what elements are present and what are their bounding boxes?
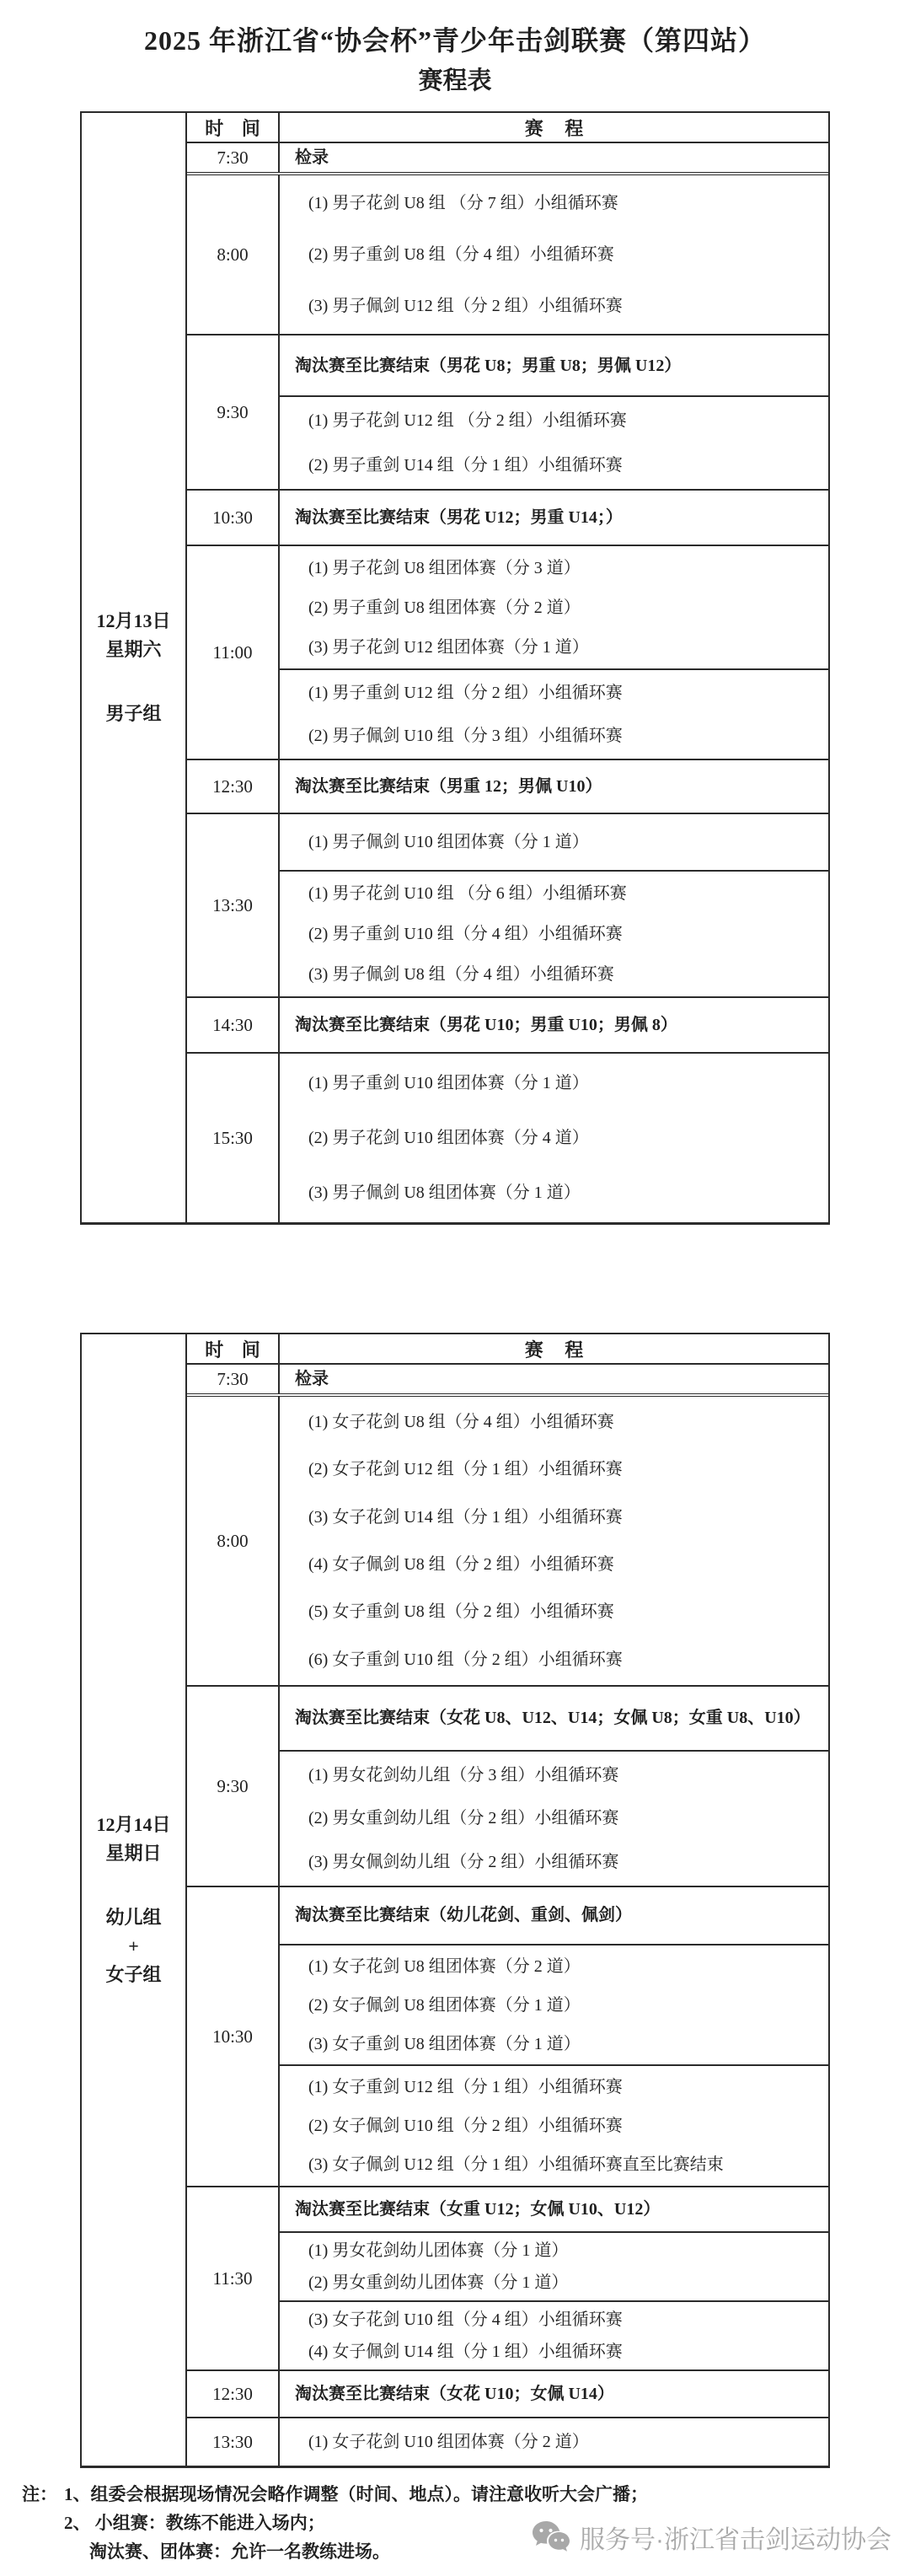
table-row [187,489,828,545]
events-block [280,1397,828,1685]
event-item: (4) 女子佩剑 U8 组（分 2 组）小组循环赛 [308,1555,614,1575]
schedule-cell [280,760,828,813]
event-item: (1) 男子重剑 U12 组（分 2 组）小组循环赛 [308,684,623,703]
events-block [280,870,828,996]
schedule-column-header: 赛 程 [524,1339,592,1360]
page-title: 2025 年浙江省“协会杯”青少年击剑联赛（第四站） [143,25,766,56]
event-item: (5) 女子重剑 U8 组（分 2 组）小组循环赛 [308,1602,614,1622]
schedule-table-dec13 [80,111,830,1225]
schedule-table-dec14 [80,1333,830,2468]
schedule-cell [280,491,828,545]
table-row [187,1685,828,1886]
event-item: (2) 男子佩剑 U10 组（分 3 组）小组循环赛 [308,726,623,745]
time-cell: 9:30 [187,335,280,489]
events-block [280,2300,828,2369]
knockout-note: 淘汰赛至比赛结束（男重 12；男佩 U10） [295,777,602,796]
watermark-label: 服务号·浙江省击剑运动协会 [580,2526,891,2554]
time-cell: 9:30 [187,1687,280,1886]
time-cell: 11:30 [187,2187,280,2369]
day-label: 12月13日 [96,610,171,631]
time-column-header: 时 间 [187,113,280,142]
event-item: (1) 男子花剑 U8 组 （分 7 组）小组循环赛 [308,193,618,212]
schedule-cell [280,1397,828,1685]
event-item: (1) 女子花剑 U8 组团体赛（分 2 道） [308,1956,581,1976]
day-cell [82,113,187,1222]
knockout-block [280,1365,828,1393]
event-item: (1) 男子花剑 U12 组 （分 2 组）小组循环赛 [308,411,627,431]
event-item: (6) 女子重剑 U10 组（分 2 组）小组循环赛 [308,1650,623,1669]
knockout-note: 检录 [295,148,329,167]
knockout-block [280,2371,828,2417]
day-cell [82,1334,187,2466]
event-item: (2) 男女重剑幼儿组（分 2 组）小组循环赛 [308,1809,619,1828]
table-row [187,334,828,489]
time-cell: 11:00 [187,546,280,759]
events-block [280,1054,828,1222]
table-row [187,2186,828,2369]
event-item: (3) 女子花剑 U10 组（分 4 组）小组循环赛 [308,2310,623,2330]
event-item: (2) 女子佩剑 U10 组（分 2 组）小组循环赛 [308,2117,623,2136]
knockout-block [280,760,828,813]
note-line-1-text: 1、组委会根据现场情况会略作调整（时间、地点）。请注意收听大会广播； [64,2484,648,2504]
event-item: (4) 女子佩剑 U14 组（分 1 组）小组循环赛 [308,2343,623,2362]
event-item: (2) 女子佩剑 U8 组团体赛（分 1 道） [308,1995,581,2015]
note-line-2: 2、 小组赛：教练不能进入场内； [64,2513,325,2533]
schedule-cell [280,1687,828,1886]
events-block [280,1750,828,1886]
notes-prefix: 注： [22,2484,57,2504]
group-label: 女子组 [105,1964,162,1985]
table-row [187,2369,828,2417]
knockout-note: 检录 [295,1370,329,1388]
time-cell: 12:30 [187,760,280,813]
knockout-note: 淘汰赛至比赛结束（女花 U8、U12、U14；女佩 U8；女重 U8、U10） [295,1709,811,1728]
knockout-note: 淘汰赛至比赛结束（幼儿花剑、重剑、佩剑） [295,1906,632,1925]
schedule-cell [280,2418,828,2466]
event-item: (1) 男子花剑 U10 组 （分 6 组）小组循环赛 [308,883,627,903]
schedule-column-header: 赛 程 [524,117,592,139]
group-label: 男子组 [105,703,162,724]
event-item: (1) 女子重剑 U12 组（分 1 组）小组循环赛 [308,2078,623,2097]
event-item: (2) 男女重剑幼儿团体赛（分 1 道） [308,2273,569,2293]
table-row [187,545,828,759]
day-label: 星期六 [105,639,162,660]
schedule-cell [280,814,828,996]
event-item: (3) 男子佩剑 U8 组团体赛（分 1 道） [308,1183,581,1203]
group-label: 幼儿组 [105,1907,162,1928]
event-item: (1) 男子重剑 U10 组团体赛（分 1 道） [308,1073,589,1092]
knockout-note: 淘汰赛至比赛结束（男花 U8；男重 U8；男佩 U12） [295,356,682,375]
events-block [280,2064,828,2186]
table-row [187,1052,828,1222]
event-item: (3) 女子花剑 U14 组（分 1 组）小组循环赛 [308,1507,623,1527]
schedule-cell [280,998,828,1052]
event-item: (2) 男子重剑 U8 组团体赛（分 2 道） [308,598,581,617]
time-cell: 8:00 [187,175,280,334]
watermark [531,2519,891,2556]
events-block [280,1944,828,2065]
event-item: (1) 男女花剑幼儿组（分 3 组）小组循环赛 [308,1765,619,1784]
event-item: (1) 女子花剑 U10 组团体赛（分 2 道） [308,2433,589,2451]
event-item: (2) 男子重剑 U14 组（分 1 组）小组循环赛 [308,455,623,475]
table-header-row [187,1334,828,1365]
time-cell: 12:30 [187,2371,280,2417]
event-item: (3) 女子佩剑 U12 组（分 1 组）小组循环赛直至比赛结束 [308,2155,724,2175]
knockout-block [280,143,828,172]
schedule-cell [280,2187,828,2369]
events-block [280,175,828,334]
event-item: (3) 男子佩剑 U8 组（分 4 组）小组循环赛 [308,964,614,984]
schedule-cell [280,335,828,489]
time-column-header: 时 间 [187,1334,280,1363]
knockout-block [280,998,828,1052]
table-main [187,113,828,1222]
day-label: 星期日 [105,1843,162,1864]
time-cell: 10:30 [187,491,280,545]
knockout-block [280,1887,828,1944]
event-item: (3) 男子花剑 U12 组团体赛（分 1 道） [308,637,589,657]
schedule-cell [280,175,828,334]
time-cell: 13:30 [187,2418,280,2466]
event-item: (2) 女子花剑 U12 组（分 1 组）小组循环赛 [308,1460,623,1479]
table-row [187,813,828,996]
table-row [187,1365,828,1393]
events-block [280,395,828,489]
knockout-note: 淘汰赛至比赛结束（女重 U12；女佩 U10、U12） [295,2200,661,2219]
table-row [187,996,828,1052]
time-cell: 13:30 [187,814,280,996]
events-block [280,668,828,759]
event-item: (1) 男子花剑 U8 组团体赛（分 3 道） [308,558,581,577]
knockout-block [280,1687,828,1750]
note-line-3: 淘汰赛、团体赛：允许一名教练进场。 [89,2541,390,2562]
knockout-block [280,335,828,395]
time-cell: 15:30 [187,1054,280,1222]
table-row [187,172,828,334]
knockout-note: 淘汰赛至比赛结束（男花 U10；男重 U10；男佩 8） [295,1016,677,1034]
table-main [187,1334,828,2466]
page-subtitle: 赛程表 [418,67,492,94]
note-line-1 [22,2480,910,2509]
schedule-cell [280,1887,828,2186]
event-item: (1) 女子花剑 U8 组（分 4 组）小组循环赛 [308,1413,614,1432]
events-block [280,814,828,870]
table-row [187,1393,828,1685]
knockout-note: 淘汰赛至比赛结束（女花 U10；女佩 U14） [295,2385,614,2403]
wechat-icon [531,2520,571,2555]
group-label: + [128,1935,139,1956]
event-item: (3) 男子佩剑 U12 组（分 2 组）小组循环赛 [308,297,623,316]
event-item: (1) 男女花剑幼儿团体赛（分 1 道） [308,2241,569,2261]
table-row [187,143,828,172]
time-cell: 14:30 [187,998,280,1052]
event-item: (1) 男子佩剑 U10 组团体赛（分 1 道） [308,832,589,851]
knockout-block [280,491,828,545]
schedule-cell [280,546,828,759]
table-header-row [187,113,828,143]
knockout-note: 淘汰赛至比赛结束（男花 U12；男重 U14；） [295,508,623,527]
schedule-cell [280,2371,828,2417]
day-label: 12月14日 [96,1814,171,1835]
event-item: (3) 女子重剑 U8 组团体赛（分 1 道） [308,2034,581,2053]
time-cell: 7:30 [187,1365,280,1393]
table-row [187,1886,828,2186]
time-cell: 7:30 [187,143,280,172]
table-row [187,2417,828,2466]
table-row [187,759,828,813]
schedule-tables [0,111,910,2468]
event-item: (2) 男子重剑 U8 组（分 4 组）小组循环赛 [308,244,614,264]
event-item: (3) 男女佩剑幼儿组（分 2 组）小组循环赛 [308,1853,619,1872]
events-block [280,2418,828,2466]
time-cell: 8:00 [187,1397,280,1685]
schedule-cell [280,1054,828,1222]
knockout-block [280,2187,828,2231]
time-cell: 10:30 [187,1887,280,2186]
events-block [280,2231,828,2300]
events-block [280,546,828,668]
schedule-cell [280,1365,828,1393]
schedule-cell [280,143,828,172]
event-item: (2) 男子花剑 U10 组团体赛（分 4 道） [308,1128,589,1147]
event-item: (2) 男子重剑 U10 组（分 4 组）小组循环赛 [308,924,623,943]
